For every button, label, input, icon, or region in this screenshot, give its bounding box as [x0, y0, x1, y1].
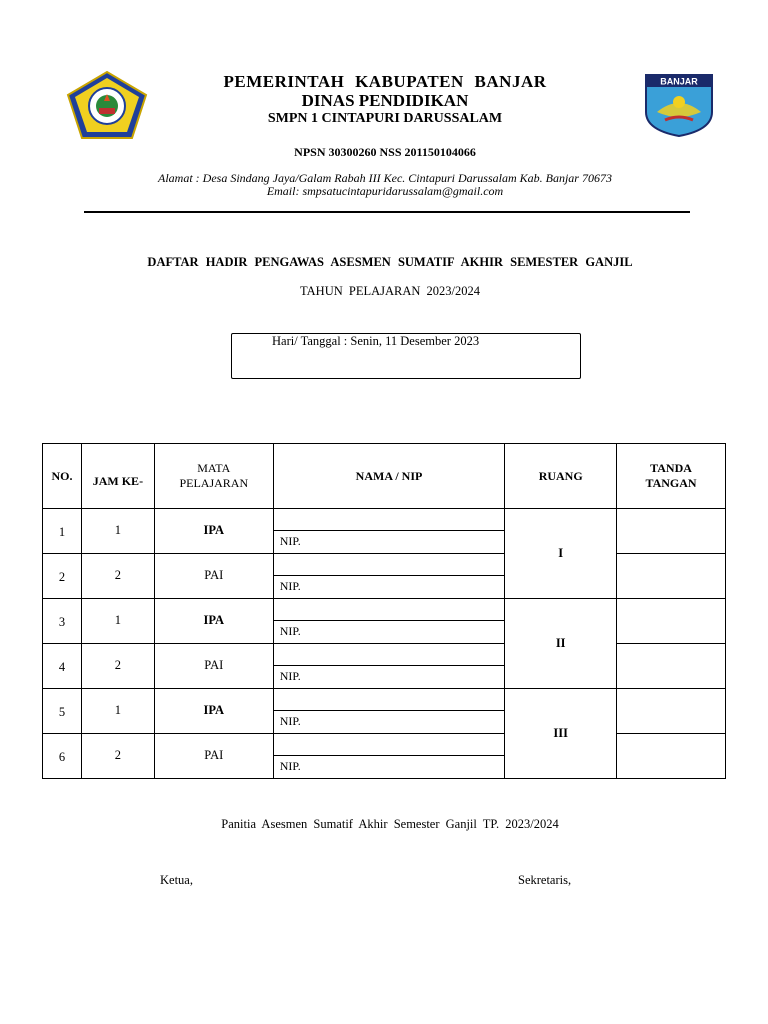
header-jam: [81, 444, 154, 509]
row-no: 5: [43, 689, 82, 734]
name-field[interactable]: [274, 644, 505, 666]
chair-label: Ketua,: [160, 873, 193, 887]
document-subtitle: TAHUN PELAJARAN 2023/2024: [300, 284, 480, 298]
room-cell: I: [505, 509, 617, 599]
name-field[interactable]: [274, 599, 505, 621]
header-npsn: NPSN 30300260 NSS 201150104066: [294, 145, 476, 159]
row-jam: 2: [81, 644, 154, 689]
nip-field[interactable]: NIP.: [279, 714, 301, 728]
signature-cell[interactable]: [617, 599, 726, 644]
header-ruang: RUANG: [505, 444, 617, 509]
date-line: Hari/ Tanggal : Senin, 11 Desember 2023: [272, 334, 480, 348]
header-jam-label: JAM KE-: [92, 473, 144, 488]
row-mapel: PAI: [154, 554, 273, 599]
signature-cell[interactable]: [617, 644, 726, 689]
signature-cell[interactable]: [617, 554, 726, 599]
name-field[interactable]: [274, 734, 505, 756]
row-jam: 2: [81, 554, 154, 599]
header-ttd-line1: TANDA: [650, 461, 692, 475]
signature-cell[interactable]: [617, 689, 726, 734]
header-ttd: [617, 444, 726, 509]
row-nama-nip[interactable]: [273, 599, 505, 644]
header-mapel-line1: MATA: [197, 461, 231, 475]
nip-field[interactable]: NIP.: [279, 669, 301, 683]
name-field[interactable]: [274, 554, 505, 576]
header-agency: DINAS PENDIDIKAN: [301, 91, 469, 110]
row-mapel: IPA: [154, 599, 273, 644]
row-nama-nip[interactable]: [273, 734, 505, 779]
table-row: [43, 554, 726, 599]
svg-text:BANJAR: BANJAR: [660, 76, 698, 87]
table-row: [43, 689, 726, 734]
row-nama-nip[interactable]: [273, 554, 505, 599]
room-cell: II: [505, 599, 617, 689]
nip-field[interactable]: NIP.: [279, 624, 301, 638]
signature-cell[interactable]: [617, 734, 726, 779]
row-mapel: IPA: [154, 509, 273, 554]
name-field[interactable]: [274, 689, 505, 711]
document-title: DAFTAR HADIR PENGAWAS ASESMEN SUMATIF AKHIR SEMESTER GANJIL: [147, 255, 633, 269]
attendance-table: [42, 443, 726, 779]
signature-cell[interactable]: [617, 509, 726, 554]
row-nama-nip[interactable]: [273, 644, 505, 689]
nip-field[interactable]: NIP.: [279, 579, 301, 593]
table-header-row: [43, 444, 726, 509]
nip-field[interactable]: NIP.: [279, 534, 301, 548]
row-no: 4: [43, 644, 82, 689]
header-mapel-line2: PELAJARAN: [179, 476, 249, 490]
school-emblem-logo: [66, 70, 148, 140]
header-divider: [84, 211, 690, 213]
committee-line: Panitia Asesmen Sumatif Akhir Semester Ganjil TP. 2023/2024: [221, 817, 559, 831]
room-cell: III: [505, 689, 617, 779]
row-jam: 1: [81, 689, 154, 734]
row-nama-nip[interactable]: [273, 509, 505, 554]
row-mapel: PAI: [154, 644, 273, 689]
row-no: 2: [43, 554, 82, 599]
header-nama: NAMA / NIP: [273, 444, 505, 509]
nip-field[interactable]: NIP.: [279, 759, 301, 773]
header-mapel: [154, 444, 273, 509]
table-row: [43, 644, 726, 689]
table-row: [43, 509, 726, 554]
email-line: Email: smpsatucintapuridarussalam@gmail.com: [266, 184, 504, 198]
header-government: PEMERINTAH KABUPATEN BANJAR: [223, 72, 547, 91]
secretary-label: Sekretaris,: [518, 873, 572, 887]
address-line: Alamat : Desa Sindang Jaya/Galam Rabah III Kec. Cintapuri Darussalam Kab. Banjar 70673: [158, 171, 612, 185]
header-address: [100, 172, 670, 198]
table-row: [43, 734, 726, 779]
row-jam: 1: [81, 599, 154, 644]
table-row: [43, 599, 726, 644]
row-mapel: IPA: [154, 689, 273, 734]
row-mapel: PAI: [154, 734, 273, 779]
row-no: 6: [43, 734, 82, 779]
row-no: 3: [43, 599, 82, 644]
banjar-regency-logo: [643, 72, 715, 138]
header-school: SMPN 1 CINTAPURI DARUSSALAM: [267, 111, 503, 126]
row-nama-nip[interactable]: [273, 689, 505, 734]
date-box: [231, 333, 581, 379]
row-no: 1: [43, 509, 82, 554]
row-jam: 2: [81, 734, 154, 779]
header-no: NO.: [43, 444, 82, 509]
row-jam: 1: [81, 509, 154, 554]
header-ttd-line2: TANGAN: [645, 476, 697, 490]
name-field[interactable]: [274, 509, 505, 531]
